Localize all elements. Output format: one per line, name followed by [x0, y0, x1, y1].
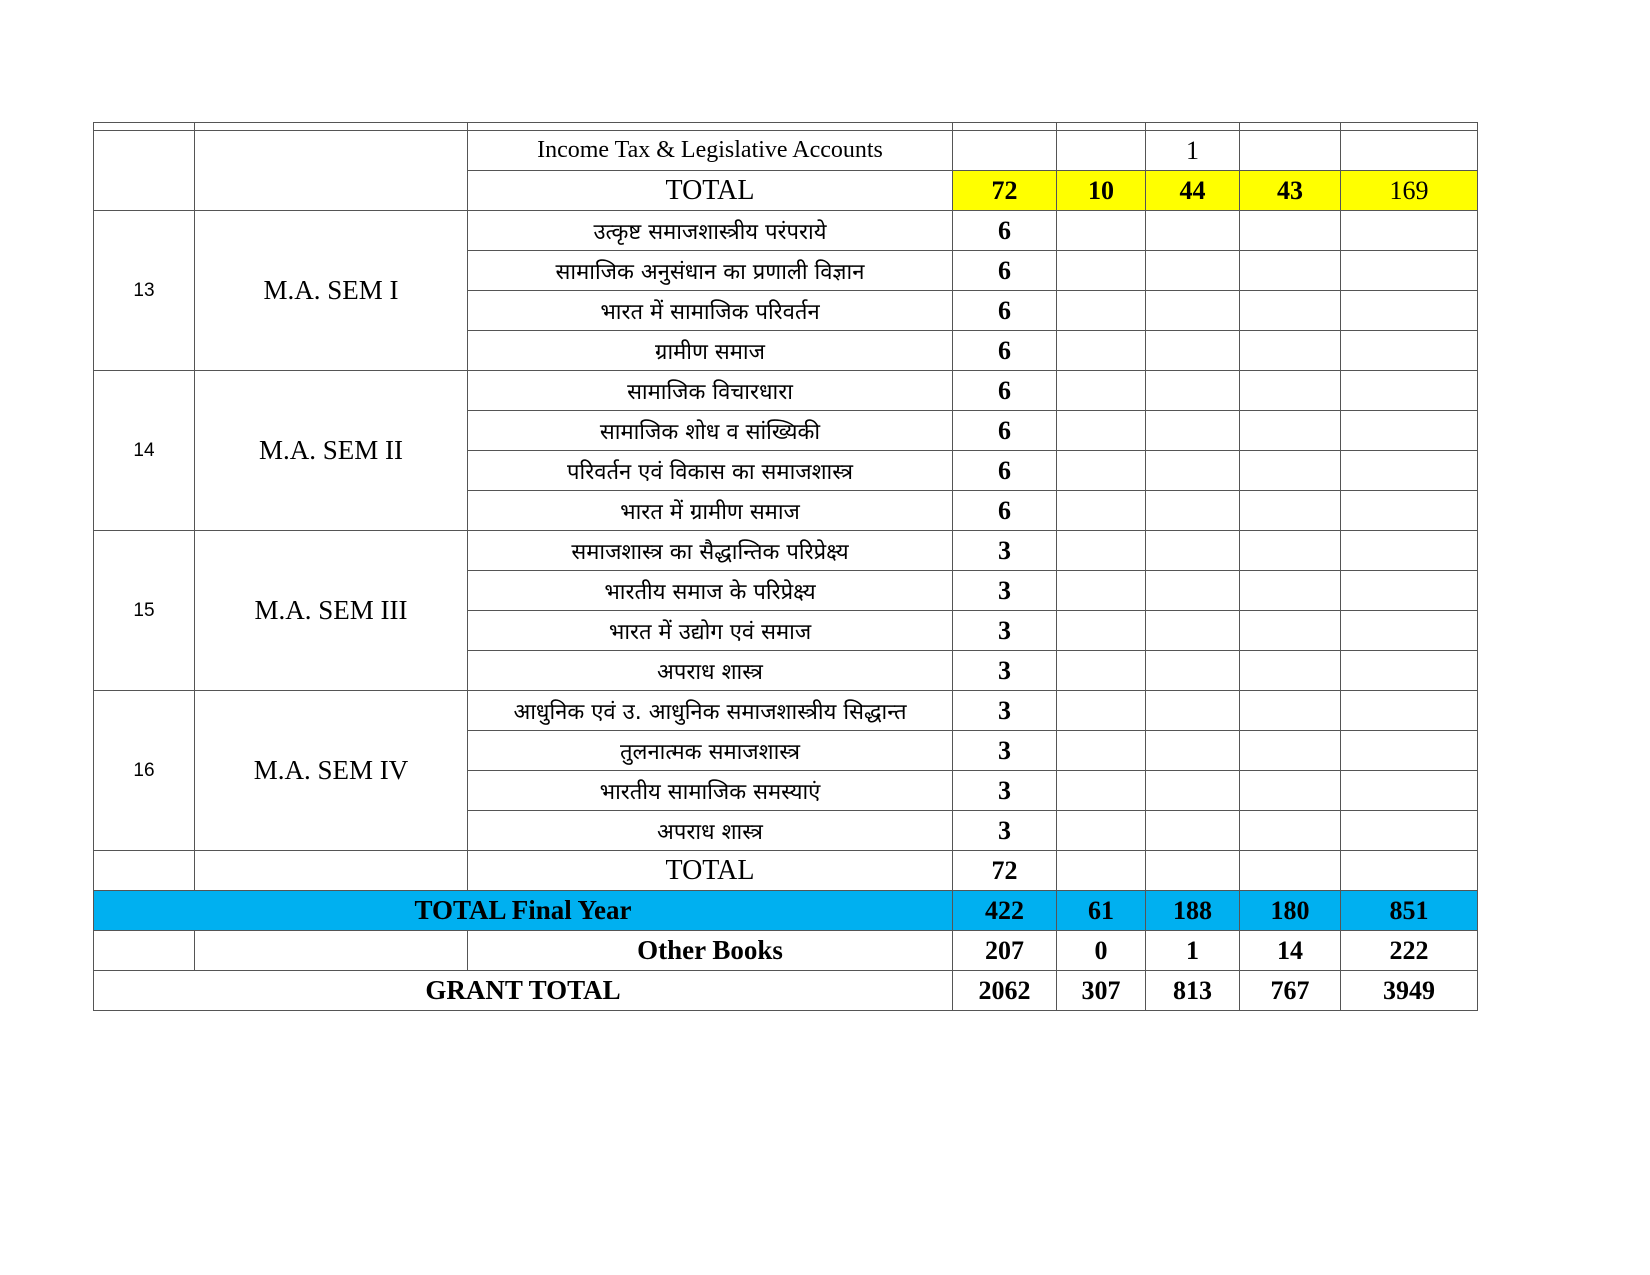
empty-cell: [1057, 411, 1146, 451]
table-top-gap-row: [94, 123, 1478, 131]
empty-cell: [1146, 811, 1240, 851]
empty-cell: [1240, 211, 1341, 251]
empty-cell: [1057, 291, 1146, 331]
empty-cell: [1057, 331, 1146, 371]
subject-cell: उत्कृष्ट समाजशास्त्रीय परंपराये: [468, 211, 953, 251]
empty-cell: [1240, 251, 1341, 291]
empty-cell: [1240, 371, 1341, 411]
empty-cell: [1341, 691, 1478, 731]
empty-cell: [1146, 651, 1240, 691]
empty-cell: [1341, 651, 1478, 691]
empty-cell: [1240, 411, 1341, 451]
grant-total-value: 813: [1146, 971, 1240, 1011]
empty-cell: [1341, 771, 1478, 811]
sno-cell: 13: [94, 211, 195, 371]
empty-cell: [1146, 571, 1240, 611]
final-year-value: 188: [1146, 891, 1240, 931]
sno-cell: [94, 131, 195, 211]
table-row: [94, 691, 1478, 731]
sno-cell: 14: [94, 371, 195, 531]
course-cell: M.A. SEM II: [195, 371, 468, 531]
value-cell: 1: [1146, 131, 1240, 171]
value-cell: 6: [953, 491, 1057, 531]
empty-cell: [1057, 251, 1146, 291]
subject-cell: Income Tax & Legislative Accounts: [468, 131, 953, 171]
empty-cell: [1057, 611, 1146, 651]
value-cell: 6: [953, 451, 1057, 491]
course-cell: [195, 131, 468, 211]
course-cell: M.A. SEM IV: [195, 691, 468, 851]
value-cell: 3: [953, 731, 1057, 771]
empty-cell: [1146, 691, 1240, 731]
empty-cell: [1341, 811, 1478, 851]
empty-cell: [1240, 771, 1341, 811]
empty-cell: [1146, 451, 1240, 491]
subject-cell: अपराध शास्त्र: [468, 811, 953, 851]
semester-groups: [94, 211, 1478, 851]
empty-cell: [1240, 811, 1341, 851]
empty-cell: [1057, 771, 1146, 811]
course-cell: M.A. SEM III: [195, 531, 468, 691]
empty-cell: [1146, 611, 1240, 651]
empty-cell: [1057, 691, 1146, 731]
total-value: [1240, 851, 1341, 891]
value-cell: [1057, 131, 1146, 171]
table-row-final-year-total: [94, 891, 1478, 931]
total-value: 72: [953, 851, 1057, 891]
value-cell: 3: [953, 531, 1057, 571]
value-cell: [1240, 131, 1341, 171]
table-row: [94, 371, 1478, 411]
total-value: 72: [953, 171, 1057, 211]
empty-cell: [1057, 571, 1146, 611]
value-cell: 3: [953, 691, 1057, 731]
value-cell: 6: [953, 211, 1057, 251]
other-books-label: Other Books: [468, 931, 953, 971]
grant-total-label: GRANT TOTAL: [94, 971, 953, 1011]
empty-cell: [1146, 211, 1240, 251]
empty-cell: [1146, 411, 1240, 451]
subject-cell: भारत में सामाजिक परिवर्तन: [468, 291, 953, 331]
subject-cell: आधुनिक एवं उ. आधुनिक समाजशास्त्रीय सिद्धान्त: [468, 691, 953, 731]
subject-cell: भारत में उद्योग एवं समाज: [468, 611, 953, 651]
sno-cell: 15: [94, 531, 195, 691]
subject-cell: भारतीय समाज के परिप्रेक्ष्य: [468, 571, 953, 611]
other-books-value: 222: [1341, 931, 1478, 971]
empty-cell: [1341, 451, 1478, 491]
final-year-value: 851: [1341, 891, 1478, 931]
value-cell: 6: [953, 371, 1057, 411]
value-cell: 3: [953, 611, 1057, 651]
value-cell: 3: [953, 651, 1057, 691]
total-value: [1057, 851, 1146, 891]
empty-cell: [1057, 651, 1146, 691]
empty-cell: [1240, 491, 1341, 531]
subject-cell: समाजशास्त्र का सैद्धान्तिक परिप्रेक्ष्य: [468, 531, 953, 571]
empty-cell: [1146, 731, 1240, 771]
sno-cell: 16: [94, 691, 195, 851]
value-cell: [1341, 131, 1478, 171]
course-cell: M.A. SEM I: [195, 211, 468, 371]
empty-cell: [1057, 491, 1146, 531]
table-row-other-books: [94, 931, 1478, 971]
other-books-value: 1: [1146, 931, 1240, 971]
subject-cell: परिवर्तन एवं विकास का समाजशास्त्र: [468, 451, 953, 491]
empty-cell: [1341, 331, 1478, 371]
grant-total-value: 2062: [953, 971, 1057, 1011]
empty-cell: [1240, 611, 1341, 651]
subject-cell: सामाजिक अनुसंधान का प्रणाली विज्ञान: [468, 251, 953, 291]
total-value: 10: [1057, 171, 1146, 211]
empty-cell: [1240, 731, 1341, 771]
value-cell: 3: [953, 571, 1057, 611]
value-cell: 6: [953, 251, 1057, 291]
empty-cell: [1057, 811, 1146, 851]
empty-cell: [1146, 371, 1240, 411]
value-cell: 6: [953, 411, 1057, 451]
empty-cell: [1240, 531, 1341, 571]
subject-cell: ग्रामीण समाज: [468, 331, 953, 371]
empty-cell: [1240, 691, 1341, 731]
total-value: 169: [1341, 171, 1478, 211]
total-value: [1146, 851, 1240, 891]
empty-cell: [1146, 251, 1240, 291]
table-row-grant-total: [94, 971, 1478, 1011]
table-row-block-total: [94, 851, 1478, 891]
empty-cell: [1341, 291, 1478, 331]
table-row: [94, 531, 1478, 571]
empty-cell: [1341, 251, 1478, 291]
subject-cell: अपराध शास्त्र: [468, 651, 953, 691]
other-books-value: 0: [1057, 931, 1146, 971]
empty-cell: [1057, 451, 1146, 491]
subject-cell: तुलनात्मक समाजशास्त्र: [468, 731, 953, 771]
empty-cell: [1057, 531, 1146, 571]
empty-cell: [1341, 411, 1478, 451]
value-cell: 6: [953, 291, 1057, 331]
books-table: [93, 122, 1478, 1011]
value-cell: 3: [953, 771, 1057, 811]
empty-cell: [1341, 491, 1478, 531]
empty-cell: [1146, 291, 1240, 331]
total-label: TOTAL: [468, 171, 953, 211]
subject-cell: भारत में ग्रामीण समाज: [468, 491, 953, 531]
total-value: [1341, 851, 1478, 891]
total-value: 43: [1240, 171, 1341, 211]
total-label: TOTAL: [468, 851, 953, 891]
value-cell: 6: [953, 331, 1057, 371]
empty-cell: [1240, 451, 1341, 491]
final-year-value: 180: [1240, 891, 1341, 931]
empty-cell: [1146, 771, 1240, 811]
empty-cell: [1146, 491, 1240, 531]
empty-cell: [1341, 611, 1478, 651]
empty-cell: [1240, 291, 1341, 331]
grant-total-value: 3949: [1341, 971, 1478, 1011]
empty-cell: [1240, 571, 1341, 611]
empty-cell: [1240, 651, 1341, 691]
empty-cell: [1240, 331, 1341, 371]
empty-cell: [1057, 211, 1146, 251]
total-value: 44: [1146, 171, 1240, 211]
empty-cell: [1341, 571, 1478, 611]
subject-cell: सामाजिक विचारधारा: [468, 371, 953, 411]
grant-total-value: 767: [1240, 971, 1341, 1011]
subject-cell: भारतीय सामाजिक समस्याएं: [468, 771, 953, 811]
final-year-value: 422: [953, 891, 1057, 931]
empty-cell: [1057, 371, 1146, 411]
empty-cell: [1146, 531, 1240, 571]
subject-cell: सामाजिक शोध व सांख्यिकी: [468, 411, 953, 451]
other-books-value: 207: [953, 931, 1057, 971]
empty-cell: [1146, 331, 1240, 371]
final-year-label: TOTAL Final Year: [94, 891, 953, 931]
empty-cell: [1341, 731, 1478, 771]
empty-cell: [1341, 531, 1478, 571]
empty-cell: [1341, 371, 1478, 411]
grant-total-value: 307: [1057, 971, 1146, 1011]
value-cell: 3: [953, 811, 1057, 851]
table-row-income-tax: [94, 131, 1478, 171]
table-row: [94, 211, 1478, 251]
other-books-value: 14: [1240, 931, 1341, 971]
final-year-value: 61: [1057, 891, 1146, 931]
empty-cell: [1341, 211, 1478, 251]
empty-cell: [1057, 731, 1146, 771]
value-cell: [953, 131, 1057, 171]
